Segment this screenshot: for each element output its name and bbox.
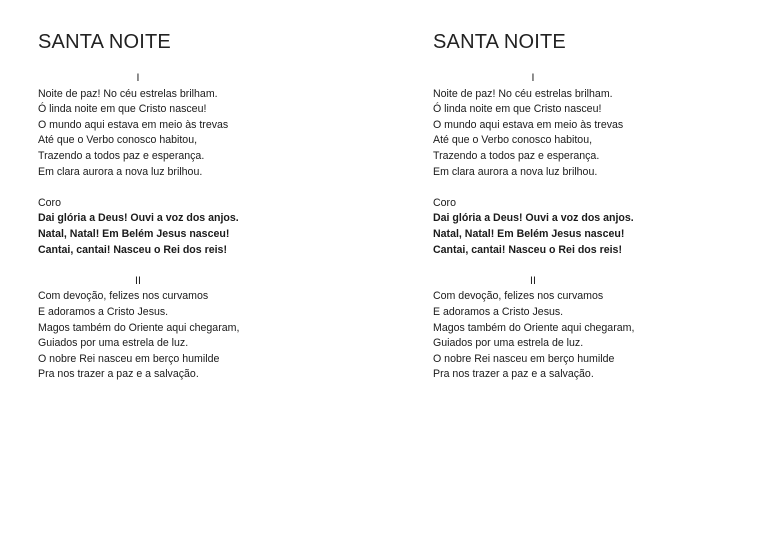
- chorus-line: Cantai, cantai! Nasceu o Rei dos reis!: [38, 243, 227, 256]
- chorus-label: Coro: [38, 196, 61, 209]
- chorus-line: Natal, Natal! Em Belém Jesus nasceu!: [433, 227, 625, 240]
- verse-line: Trazendo a todos paz e esperança.: [38, 149, 205, 162]
- verse-line: Até que o Verbo conosco habitou,: [433, 134, 593, 147]
- verse-line: Noite de paz! No céu estrelas brilham.: [38, 87, 218, 100]
- verse-line: Trazendo a todos paz e esperança.: [433, 149, 600, 162]
- verse-line: O mundo aqui estava em meio às trevas: [38, 118, 229, 131]
- song-title: SANTA NOITE: [433, 31, 566, 53]
- chorus-line: Natal, Natal! Em Belém Jesus nasceu!: [38, 227, 230, 240]
- chorus: [433, 196, 768, 258]
- verse-number: I: [136, 72, 140, 84]
- chorus: [38, 196, 398, 258]
- verse-line: Ó linda noite em que Cristo nasceu!: [38, 103, 207, 116]
- verse-number: II: [135, 274, 141, 287]
- verse-line: O mundo aqui estava em meio às trevas: [433, 118, 624, 131]
- verse-2: [433, 274, 768, 383]
- verse-line: O nobre Rei nasceu em berço humilde: [38, 352, 220, 365]
- chorus-line: Cantai, cantai! Nasceu o Rei dos reis!: [433, 243, 622, 256]
- chorus-line: Dai glória a Deus! Ouvi a voz dos anjos.: [38, 212, 239, 225]
- verse-1: [38, 71, 398, 180]
- song-sheet-left: [38, 0, 398, 383]
- verse-line: Guiados por uma estrela de luz.: [433, 337, 584, 350]
- verse-2: [38, 274, 398, 383]
- verse-line: Magos também do Oriente aqui chegaram,: [38, 321, 240, 334]
- song-sheet-right: [433, 0, 768, 383]
- verse-1: [433, 71, 768, 180]
- verse-line: O nobre Rei nasceu em berço humilde: [433, 352, 615, 365]
- verse-line: Magos também do Oriente aqui chegaram,: [433, 321, 635, 334]
- verse-line: Pra nos trazer a paz e a salvação.: [38, 368, 199, 381]
- song-title: SANTA NOITE: [38, 31, 171, 53]
- verse-line: Com devoção, felizes nos curvamos: [433, 290, 604, 303]
- verse-line: Ó linda noite em que Cristo nasceu!: [433, 103, 602, 116]
- verse-line: Até que o Verbo conosco habitou,: [38, 134, 198, 147]
- verse-number: I: [531, 72, 535, 84]
- chorus-line: Dai glória a Deus! Ouvi a voz dos anjos.: [433, 212, 634, 225]
- verse-line: Com devoção, felizes nos curvamos: [38, 290, 209, 303]
- verse-line: Noite de paz! No céu estrelas brilham.: [433, 87, 613, 100]
- verse-line: Guiados por uma estrela de luz.: [38, 337, 189, 350]
- verse-line: E adoramos a Cristo Jesus.: [433, 305, 564, 318]
- verse-line: Pra nos trazer a paz e a salvação.: [433, 368, 594, 381]
- verse-line: Em clara aurora a nova luz brilhou.: [38, 165, 203, 178]
- verse-number: II: [530, 274, 536, 287]
- verse-line: Em clara aurora a nova luz brilhou.: [433, 165, 598, 178]
- chorus-label: Coro: [433, 196, 456, 209]
- verse-line: E adoramos a Cristo Jesus.: [38, 305, 169, 318]
